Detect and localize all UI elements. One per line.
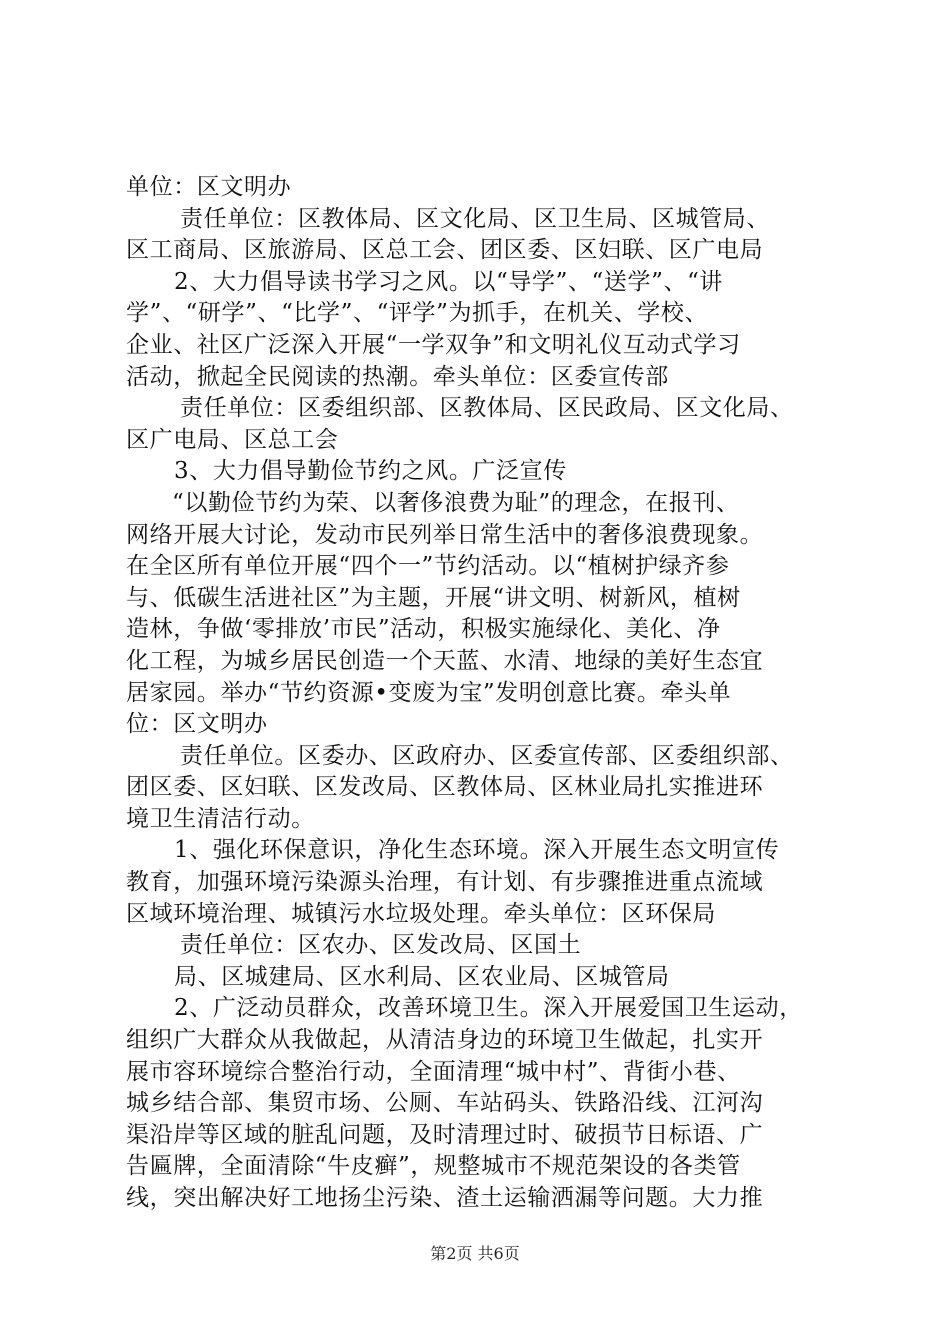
text-line: 3、大力倡导勤俭节约之风。广泛宣传: [174, 458, 567, 485]
text-line: 造林，争做‘零排放’市民”活动，积极实施绿化、美化、净: [126, 616, 721, 643]
text-line: 告匾牌，全面清除“牛皮癣”，规整城市不规范架设的各类管: [126, 1153, 741, 1180]
text-line: 企业、社区广泛深入开展“一学双争”和文明礼仪互动式学习: [126, 331, 741, 358]
text-line: 渠沿岸等区域的脏乱问题，及时清理过时、破损节日标语、广: [126, 1121, 764, 1148]
text-line: “以勤俭节约为荣、以奢侈浪费为耻”的理念，在报刊、: [172, 489, 740, 516]
text-line: 境卫生清洁行动。: [126, 805, 315, 832]
text-line: 网络开展大讨论，发动市民列举日常生活中的奢侈浪费现象。: [126, 521, 764, 548]
text-line: 责任单位：区农办、区发改局、区国土: [180, 932, 582, 959]
text-line: 2、广泛动员群众，改善环境卫生。深入开展爱国卫生运动，: [174, 995, 803, 1022]
text-line: 与、低碳生活进社区”为主题，开展“讲文明、树新风，植树: [126, 584, 741, 611]
text-line: 学”、“研学”、“比学”、“评学”为抓手，在机关、学校、: [126, 300, 709, 327]
text-line: 教育，加强环境污染源头治理，有计划、有步骤推进重点流域: [126, 869, 764, 896]
text-line: 城乡结合部、集贸市场、公厕、车站码头、铁路沿线、江河沟: [126, 1090, 764, 1117]
text-line: 责任单位：区教体局、区文化局、区卫生局、区城管局、: [180, 205, 770, 232]
text-line: 居家园。举办“节约资源•变废为宝”发明创意比赛。牵头单: [126, 679, 732, 706]
text-line: 线，突出解决好工地扬尘污染、渣土运输洒漏等问题。大力推: [126, 1185, 764, 1211]
text-line: 展市容环境综合整治行动，全面清理“城中村”、背街小巷、: [126, 1058, 741, 1085]
text-line: 2、大力倡导读书学习之风。以“导学”、“送学”、“讲: [174, 268, 724, 295]
text-line: 活动，掀起全民阅读的热潮。牵头单位：区委宣传部: [126, 363, 669, 390]
text-line: 局、区城建局、区水利局、区农业局、区城管局: [174, 963, 670, 990]
text-line: 单位：区文明办: [126, 174, 292, 200]
text-line: 化工程，为城乡居民创造一个天蓝、水清、地绿的美好生态宜: [126, 647, 764, 674]
text-line: 区广电局、区总工会: [126, 426, 339, 453]
document-body: [126, 172, 838, 1215]
text-line: 团区委、区妇联、区发改局、区教体局、区林业局扎实推进环: [126, 774, 764, 801]
text-line: 1、强化环保意识，净化生态环境。深入开展生态文明宣传: [174, 837, 780, 864]
page-number-footer: 第2页 共6页: [430, 1244, 520, 1263]
text-line: 责任单位。区委办、区政府办、区委宣传部、区委组织部、: [180, 742, 794, 769]
text-line: 在全区所有单位开展“四个一”节约活动。以“植树护绿齐参: [126, 553, 730, 580]
text-line: 责任单位：区委组织部、区教体局、区民政局、区文化局、: [180, 395, 794, 422]
text-line: 组织广大群众从我做起，从清洁身边的环境卫生做起，扎实开: [126, 1027, 764, 1054]
text-line: 区工商局、区旅游局、区总工会、团区委、区妇联、区广电局: [126, 237, 764, 264]
text-line: 位：区文明办: [126, 711, 268, 738]
text-line: 区域环境治理、城镇污水垃圾处理。牵头单位：区环保局: [126, 900, 716, 927]
